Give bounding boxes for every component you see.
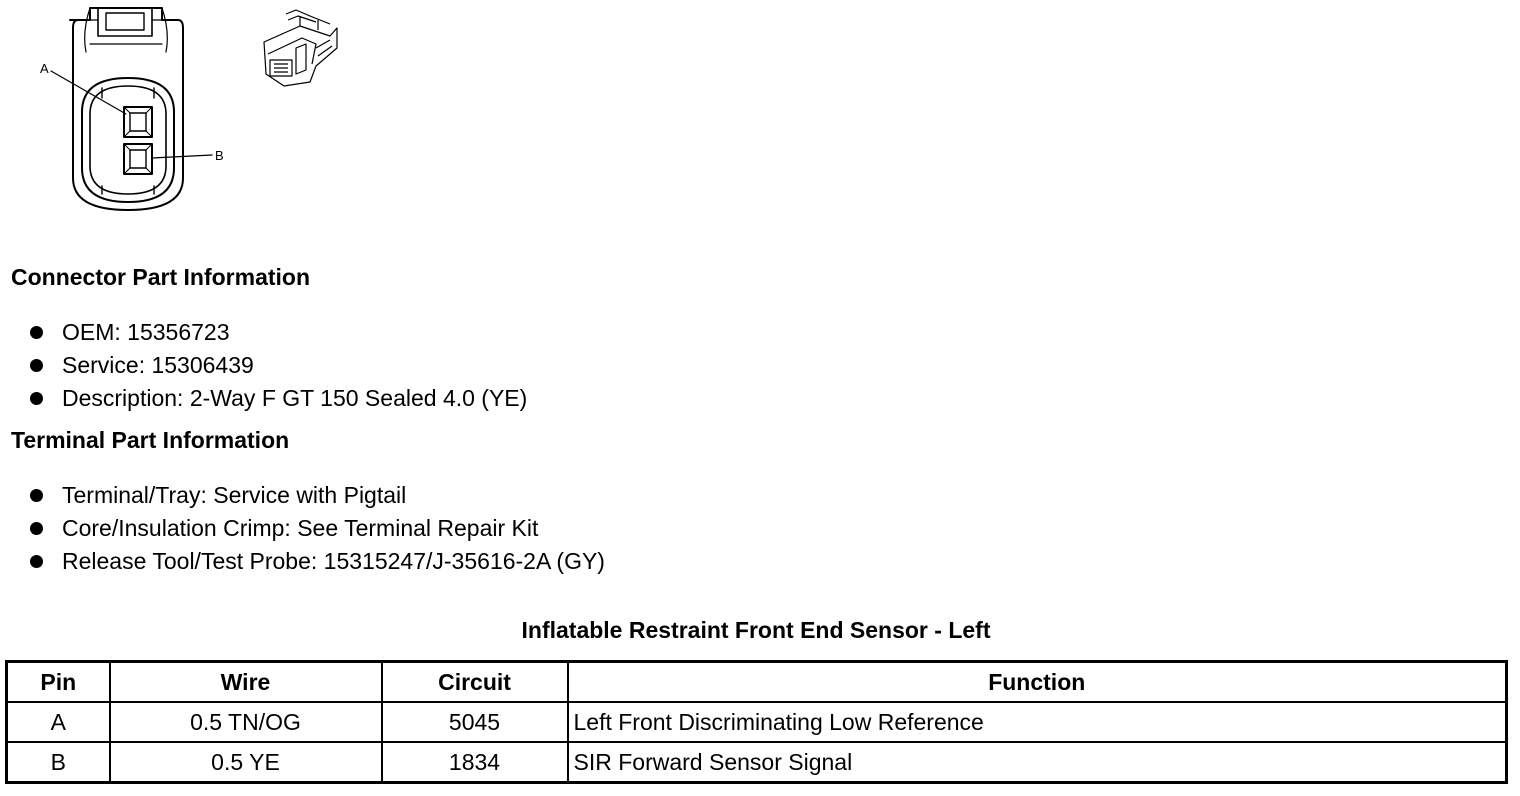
connector-part-info-heading: Connector Part Information bbox=[11, 264, 311, 290]
table-header-row bbox=[7, 662, 1507, 703]
list-item: Service: 15306439 bbox=[28, 350, 527, 383]
cell-pin: B bbox=[7, 742, 110, 783]
terminal-part-info-heading: Terminal Part Information bbox=[11, 427, 290, 453]
terminal-part-info-list bbox=[28, 480, 605, 579]
list-item: Core/Insulation Crimp: See Terminal Repair Kit bbox=[28, 513, 605, 546]
connector-3d-thumbnail bbox=[264, 10, 337, 86]
pin-a-leader-line bbox=[51, 71, 126, 114]
pin-table-title: Inflatable Restraint Front End Sensor - Left bbox=[521, 617, 991, 643]
list-item: Release Tool/Test Probe: 15315247/J-35616-2A (GY) bbox=[28, 546, 605, 579]
column-header-function: Function bbox=[568, 662, 1507, 703]
list-item: Terminal/Tray: Service with Pigtail bbox=[28, 480, 605, 513]
column-header-circuit: Circuit bbox=[382, 662, 568, 703]
pin-table bbox=[5, 660, 1508, 784]
list-item: OEM: 15356723 bbox=[28, 317, 527, 350]
cell-circuit: 5045 bbox=[382, 702, 568, 742]
cell-pin: A bbox=[7, 702, 110, 742]
cell-function: Left Front Discriminating Low Reference bbox=[568, 702, 1507, 742]
column-header-pin: Pin bbox=[7, 662, 110, 703]
list-item: Description: 2-Way F GT 150 Sealed 4.0 (YE) bbox=[28, 383, 527, 416]
cell-circuit: 1834 bbox=[382, 742, 568, 783]
cell-wire: 0.5 YE bbox=[110, 742, 382, 783]
connector-face-diagram bbox=[0, 0, 360, 225]
column-header-wire: Wire bbox=[110, 662, 382, 703]
pin-a-label: A bbox=[40, 61, 49, 76]
table-row bbox=[7, 702, 1507, 742]
pin-b-label: B bbox=[215, 148, 224, 163]
table-row bbox=[7, 742, 1507, 783]
cell-function: SIR Forward Sensor Signal bbox=[568, 742, 1507, 783]
connector-part-info-list bbox=[28, 317, 527, 416]
cell-wire: 0.5 TN/OG bbox=[110, 702, 382, 742]
